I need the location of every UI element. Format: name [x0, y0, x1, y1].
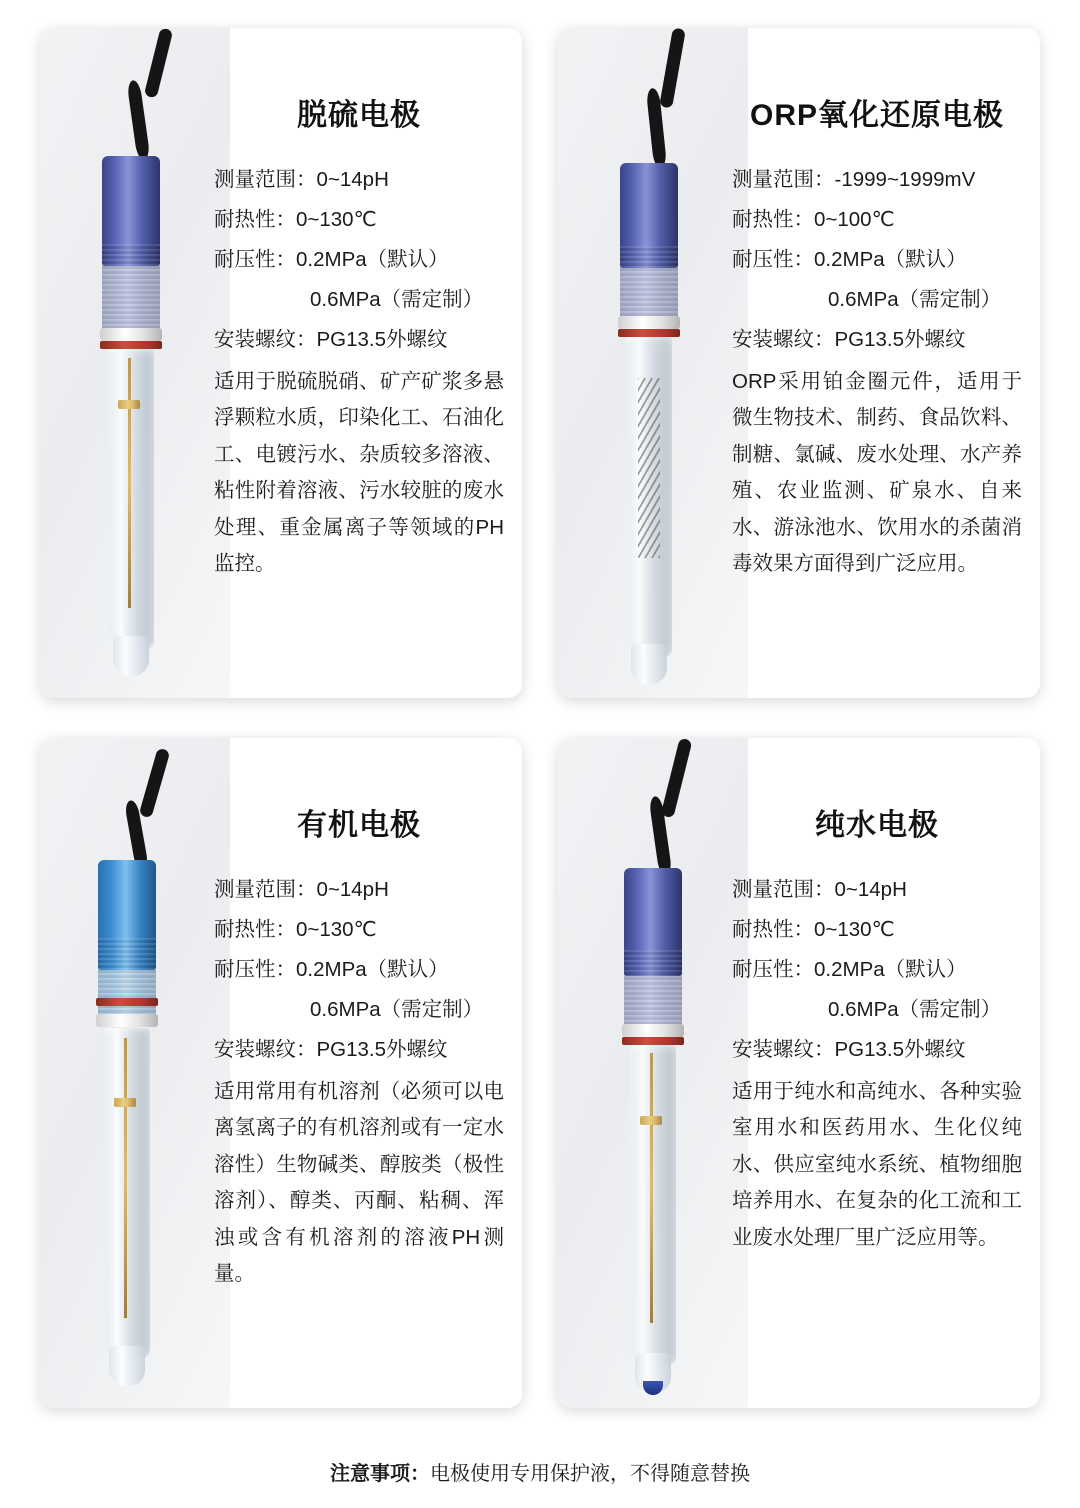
spec-measure-range: 测量范围：-1999~1999mV: [732, 168, 976, 191]
spec-pressure-option: 0.6MPa（需定制）: [310, 997, 484, 1021]
probe-red-ring: [622, 1037, 684, 1045]
spec-pressure-resistance: 耐压性：0.2MPa（默认）: [214, 957, 449, 981]
probe-image-column: [558, 28, 728, 698]
probe-inner-band: [114, 1098, 136, 1107]
electrode-probe-illustration: [40, 738, 210, 1408]
probe-white-ring: [96, 1014, 158, 1027]
spec-thread: 安装螺纹：PG13.5外螺纹: [732, 327, 966, 351]
probe-inner-wire: [124, 1038, 127, 1318]
product-card: [558, 738, 1040, 1408]
product-card: [40, 738, 522, 1408]
spec-measure-range: 测量范围：0~14pH: [214, 168, 389, 191]
spec-pressure-option: 0.6MPa（需定制）: [310, 287, 484, 311]
product-description: ORP采用铂金圈元件，适用于微生物技术、制药、食品饮料、制糖、氯碱、废水处理、水产养殖、农业监测、矿泉水、自来水、游泳池水、饮用水的杀菌消毒效果方面得到广泛应用。: [732, 369, 1022, 576]
product-title: 有机电极: [297, 809, 421, 842]
product-text-column: [210, 28, 522, 698]
probe-cable-icon: [659, 28, 686, 109]
electrode-probe-illustration: [558, 738, 728, 1408]
probe-cable-icon: [144, 28, 174, 99]
probe-tip-bulb: [643, 1381, 663, 1395]
probe-cable-icon: [139, 748, 171, 819]
product-card: [558, 28, 1040, 698]
probe-red-ring: [96, 998, 158, 1006]
electrode-probe-illustration: [40, 28, 210, 698]
spec-thread: 安装螺纹：PG13.5外螺纹: [214, 1037, 448, 1061]
probe-inner-band: [118, 400, 140, 409]
product-card: [40, 28, 522, 698]
electrode-probe-illustration: [558, 28, 728, 698]
spec-pressure-resistance: 耐压性：0.2MPa（默认）: [732, 247, 967, 271]
probe-glass-body: [630, 1045, 676, 1365]
spec-measure-range: 测量范围：0~14pH: [214, 878, 389, 901]
probe-inner-wire: [128, 358, 131, 608]
probe-inner-wire: [650, 1053, 653, 1323]
product-text-column: [210, 738, 522, 1408]
probe-image-column: [558, 738, 728, 1408]
spec-thread: 安装螺纹：PG13.5外螺纹: [214, 327, 448, 351]
product-title: 纯水电极: [815, 809, 939, 842]
probe-glass-tip: [631, 644, 667, 684]
probe-red-ring: [618, 329, 680, 337]
spec-heat-resistance: 耐热性：0~130℃: [214, 207, 377, 231]
probe-glass-tip: [113, 636, 149, 676]
probe-red-ring: [100, 341, 162, 349]
probe-glass-body: [108, 349, 154, 649]
spec-thread: 安装螺纹：PG13.5外螺纹: [732, 1037, 966, 1061]
product-title: 脱硫电极: [297, 99, 421, 132]
product-title: ORP氧化还原电极: [749, 99, 1004, 132]
spec-heat-resistance: 耐热性：0~130℃: [214, 917, 377, 941]
spec-pressure-option: 0.6MPa（需定制）: [828, 287, 1002, 311]
spec-pressure-option: 0.6MPa（需定制）: [828, 997, 1002, 1021]
spec-heat-resistance: 耐热性：0~100℃: [732, 207, 895, 231]
product-card-grid: [30, 28, 1050, 1408]
probe-glass-body: [104, 1028, 150, 1358]
footer-note-label: 注意事项：: [330, 1463, 430, 1485]
probe-image-column: [40, 738, 210, 1408]
spec-pressure-resistance: 耐压性：0.2MPa（默认）: [214, 247, 449, 271]
footer-note: [0, 1457, 1080, 1486]
product-text-column: [728, 738, 1040, 1408]
spec-measure-range: 测量范围：0~14pH: [732, 878, 907, 901]
spec-heat-resistance: 耐热性：0~130℃: [732, 917, 895, 941]
probe-cap-lower: [102, 244, 160, 330]
probe-inner-band: [640, 1116, 662, 1125]
probe-cap-lower: [624, 950, 682, 1026]
probe-white-ring: [100, 328, 162, 341]
product-text-column: [728, 28, 1040, 698]
probe-glass-tip: [109, 1346, 145, 1386]
product-description: 适用常用有机溶剂（必须可以电离氢离子的有机溶剂或有一定水溶性）生物碱类、醇胺类（极性溶剂）、醇类、丙酮、粘稠、浑浊或含有机溶剂的溶液PH测量。: [214, 1079, 504, 1286]
probe-white-ring: [618, 316, 680, 329]
probe-image-column: [40, 28, 210, 698]
product-description: 适用于脱硫脱硝、矿产矿浆多悬浮颗粒水质，印染化工、石油化工、电镀污水、杂质较多溶液、粘性附着溶液、污水较脏的废水处理、重金属离子等领域的PH监控。: [214, 369, 504, 576]
probe-white-ring: [622, 1024, 684, 1037]
footer-note-text: 电极使用专用保护液，不得随意替换: [430, 1463, 750, 1485]
probe-cap-lower: [620, 246, 678, 318]
probe-cable-icon: [661, 738, 693, 818]
probe-platinum-coil: [638, 378, 660, 558]
spec-pressure-resistance: 耐压性：0.2MPa（默认）: [732, 957, 967, 981]
product-description: 适用于纯水和高纯水、各种实验室用水和医药用水、生化仪纯水、供应室纯水系统、植物细胞培养用水、在复杂的化工流和工业废水处理厂里广泛应用等。: [732, 1079, 1022, 1249]
